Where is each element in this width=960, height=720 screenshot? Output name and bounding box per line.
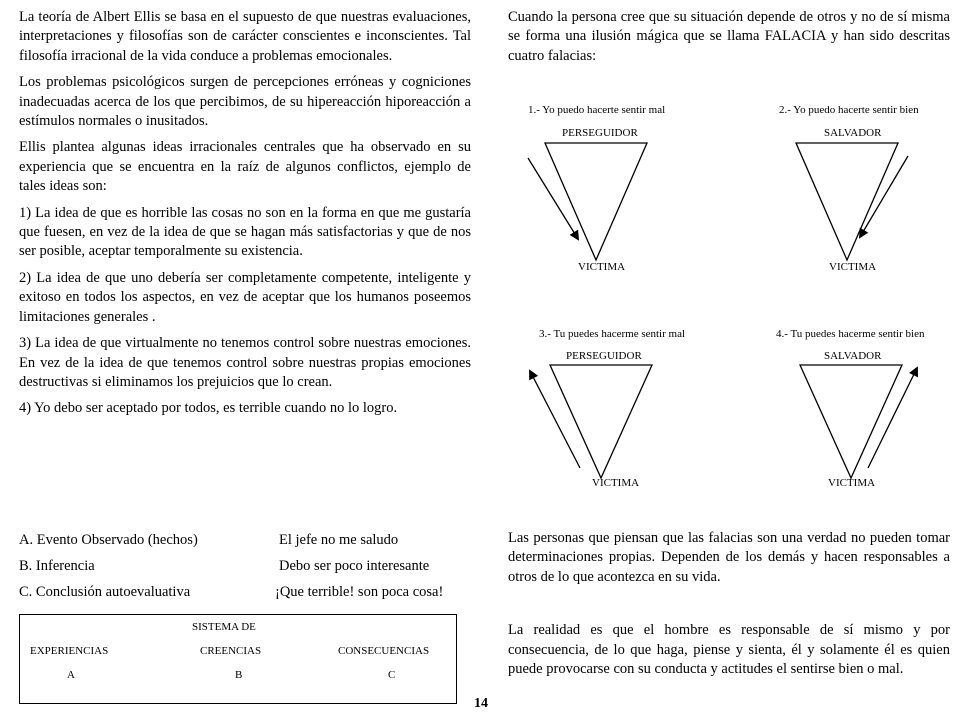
example-value: Debo ser poco interesante [279,558,430,574]
fallacy-1-caption: 1.- Yo puedo hacerte sentir mal [528,104,666,116]
example-label: A. Evento Observado (hechos) [19,532,198,548]
abc-example-list [19,531,479,609]
fallacy-4-triangle [800,365,902,478]
fallacy-4-arrow [868,368,917,468]
example-label: C. Conclusión autoevaluativa [19,584,191,600]
abc-header-beliefs: CREENCIAS [200,645,262,657]
abc-system-box [19,614,457,704]
fallacy-3-caption: 3.- Tu puedes hacerme sentir mal [539,328,686,340]
fallacy-3-triangle [550,365,652,478]
irrational-idea-3: 3) La idea de que virtualmente no tenemos control sobre nuestras emociones. En vez de la idea de que tenemos control sobre nuestras propias emociones destructivas si eliminamos los prejuicios que lo crean. [19,335,471,390]
paragraph-fallacy-consequences: Las personas que piensan que las falacias son una verdad no pueden tomar determinaciones propias. Dependen de los demás y hacen responsables a otros de lo que acontezca en su vida. [508,530,950,585]
left-column [19,8,471,426]
abc-letter-b: B [235,669,243,681]
abc-box-title: SISTEMA DE [192,621,256,633]
abc-header-experiences: EXPERIENCIAS [30,645,109,657]
fallacies-diagram-svg [508,98,950,498]
paragraph-self-responsibility: La realidad es que el hombre es responsable de sí mismo y por consecuencia, de lo que haga, piense y sienta, él y solamente él es quien puede provocarse con su conducta y actitudes el sentirse bien o mal. [508,622,950,678]
example-value: El jefe no me saludo [279,532,399,548]
fallacy-4-bottom-label: VICTIMA [828,477,876,489]
abc-letter-a: A [67,669,75,681]
example-label: B. Inferencia [19,558,95,574]
fallacy-3-arrow [530,371,580,468]
fallacy-1-arrow [528,158,578,239]
fallacy-3-bottom-label: VICTIMA [592,477,640,489]
example-row-a [19,531,479,557]
fallacy-2-top-label: SALVADOR [824,127,882,139]
paragraph-fallacy-intro: Cuando la persona cree que su situación depende de otros y no de sí misma se forma una ilusión mágica que se llama FALACIA y han sido descritas cuatro falacias: [508,9,950,64]
page-number: 14 [474,696,488,711]
example-row-c [19,583,479,609]
paragraph-irrational-ideas-intro: Ellis plantea algunas ideas irracionales centrales que ha observado en su experiencia que se encuentra en la raíz de algunos conflictos, ejemplo de tales ideas son: [19,139,471,195]
fallacy-4-top-label: SALVADOR [824,350,882,362]
abc-header-consequences: CONSECUENCIAS [338,645,430,657]
fallacy-1-top-label: PERSEGUIDOR [562,127,638,139]
fallacy-2-triangle [796,143,898,260]
fallacy-4-caption: 4.- Tu puedes hacerme sentir bien [776,328,925,340]
example-row-b [19,557,479,583]
fallacy-2-caption: 2.- Yo puedo hacerte sentir bien [779,104,919,116]
irrational-idea-1: 1) La idea de que es horrible las cosas no son en la forma en que me gustaría que fuesen, en vez de la idea de que se hagan más satisfactorias y que de nos ser posible, aceptar temporalmente su existencia. [19,204,471,260]
right-bottom-text [508,529,950,713]
paragraph-ellis-theory: La teoría de Albert Ellis se basa en el supuesto de que nuestras evaluaciones, interpretaciones y filosofías son de carácter conscientes e inconscientes. Tal filosofía irracional de la vida conduce a problemas emocionales. [19,9,471,64]
right-column [508,8,950,73]
abc-letter-c: C [388,669,396,681]
fallacy-2-bottom-label: VICTIMA [829,261,877,273]
example-value: ¡Que terrible! son poca cosa! [275,584,444,600]
fallacy-2-arrow [860,156,908,237]
paragraph-psych-problems: Los problemas psicológicos surgen de percepciones erróneas y cogniciones inadecuadas acerca de los que percibimos, de su hipereacción hiporeacción a estímulos normales o inusitados. [19,74,471,130]
fallacies-diagram [508,98,950,498]
fallacy-1-bottom-label: VICTIMA [578,261,626,273]
fallacy-1-triangle [545,143,647,260]
fallacy-3-top-label: PERSEGUIDOR [566,350,642,362]
irrational-idea-4: 4) Yo debo ser aceptado por todos, es terrible cuando no lo logro. [19,400,398,417]
irrational-idea-2: 2) La idea de que uno debería ser completamente competente, inteligente y exitoso en todos los aspectos, en vez de aceptar que los humanos poseemos limitaciones generales . [19,269,471,325]
